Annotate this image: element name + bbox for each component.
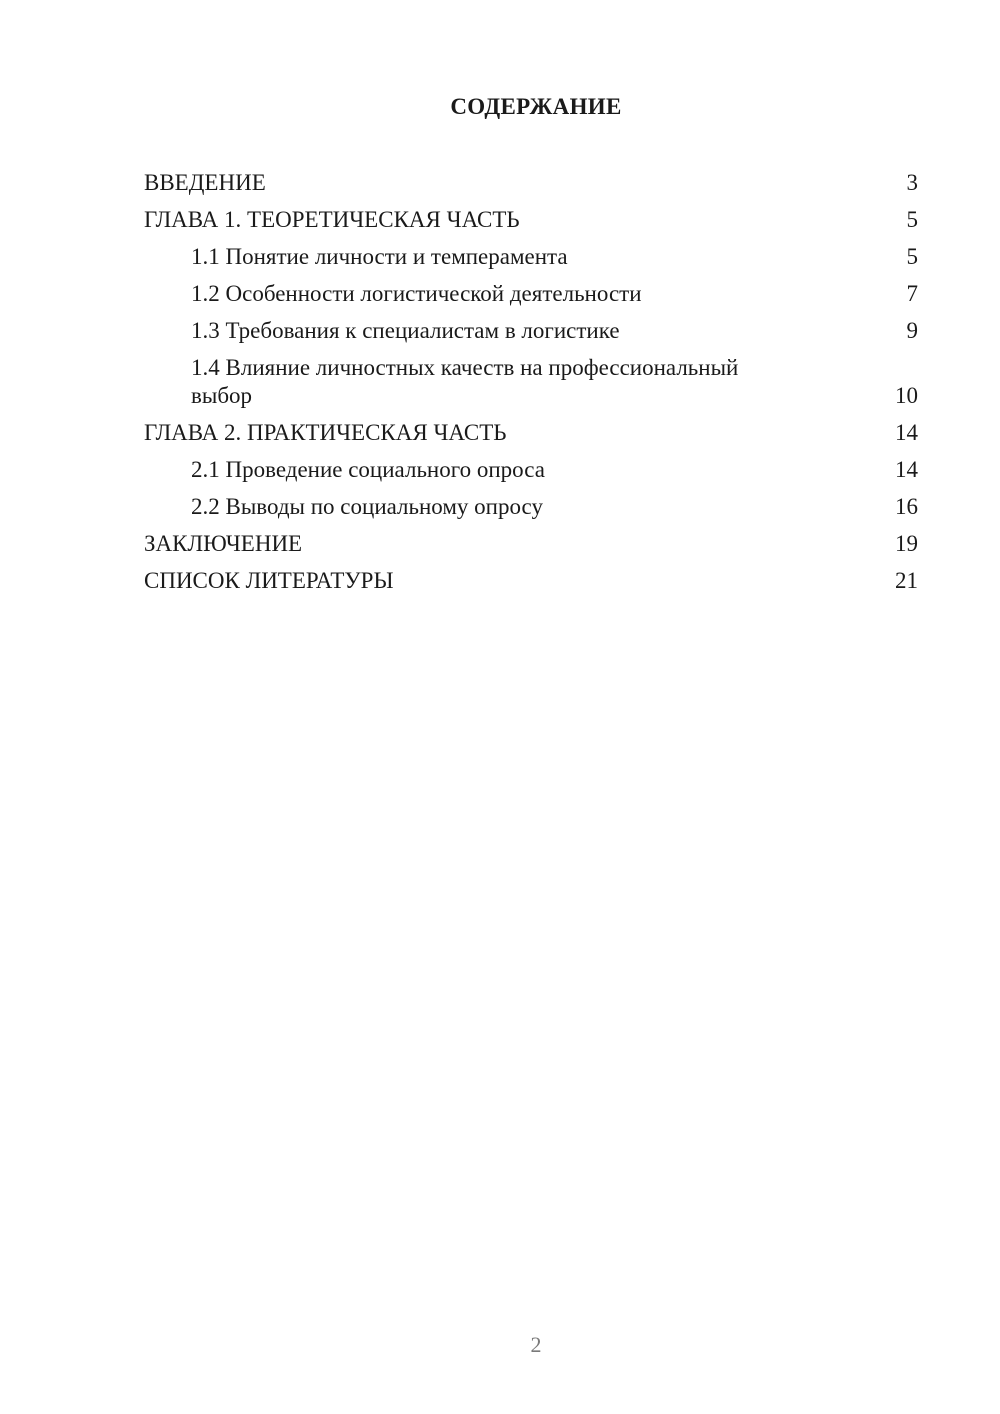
- toc-entry-page: 9: [906, 318, 918, 343]
- toc-entry-page: 19: [895, 531, 918, 556]
- toc-entry-label: ВВЕДЕНИЕ: [144, 170, 266, 195]
- page-number: 2: [530, 1332, 542, 1357]
- toc-entry-conclusion[interactable]: [144, 530, 918, 558]
- toc-entry-page: 7: [906, 281, 918, 306]
- toc-entry-label: 2.1 Проведение социального опроса: [191, 457, 545, 482]
- toc-entry-section-1-1[interactable]: [144, 243, 918, 271]
- toc-entry-label: ГЛАВА 2. ПРАКТИЧЕСКАЯ ЧАСТЬ: [144, 420, 507, 445]
- toc-entry-page: 14: [895, 457, 918, 482]
- toc-entry-label: ГЛАВА 1. ТЕОРЕТИЧЕСКАЯ ЧАСТЬ: [144, 207, 520, 232]
- toc-entry-page: 10: [895, 383, 918, 408]
- toc-entry-section-1-2[interactable]: [144, 280, 918, 308]
- table-of-contents: [144, 169, 918, 604]
- toc-entry-page: 16: [895, 494, 918, 519]
- toc-entry-chapter-1[interactable]: [144, 206, 918, 234]
- toc-entry-chapter-2[interactable]: [144, 419, 918, 447]
- toc-entry-label: 1.3 Требования к специалистам в логистике: [191, 318, 620, 343]
- toc-entry-page: 14: [895, 420, 918, 445]
- toc-entry-bibliography[interactable]: [144, 567, 918, 595]
- toc-entry-page: 21: [895, 568, 918, 593]
- toc-entry-section-2-1[interactable]: [144, 456, 918, 484]
- toc-entry-page: 3: [906, 170, 918, 195]
- toc-entry-label: 1.1 Понятие личности и темперамента: [191, 244, 568, 269]
- toc-entry-label: ЗАКЛЮЧЕНИЕ: [144, 531, 303, 556]
- toc-entry-label: СПИСОК ЛИТЕРАТУРЫ: [144, 568, 394, 593]
- toc-entry-page: 5: [906, 207, 918, 232]
- toc-entry-label: 1.4 Влияние личностных качеств на профессиональный выбор: [191, 355, 739, 408]
- toc-entry-section-1-4[interactable]: [144, 354, 918, 410]
- toc-entry-section-1-3[interactable]: [144, 317, 918, 345]
- toc-entry-page: 5: [906, 244, 918, 269]
- toc-title: СОДЕРЖАНИЕ: [450, 94, 622, 119]
- toc-entry-label: 2.2 Выводы по социальному опросу: [191, 494, 543, 519]
- toc-entry-section-2-2[interactable]: [144, 493, 918, 521]
- toc-entry-introduction[interactable]: [144, 169, 918, 197]
- toc-entry-label: 1.2 Особенности логистической деятельности: [191, 281, 642, 306]
